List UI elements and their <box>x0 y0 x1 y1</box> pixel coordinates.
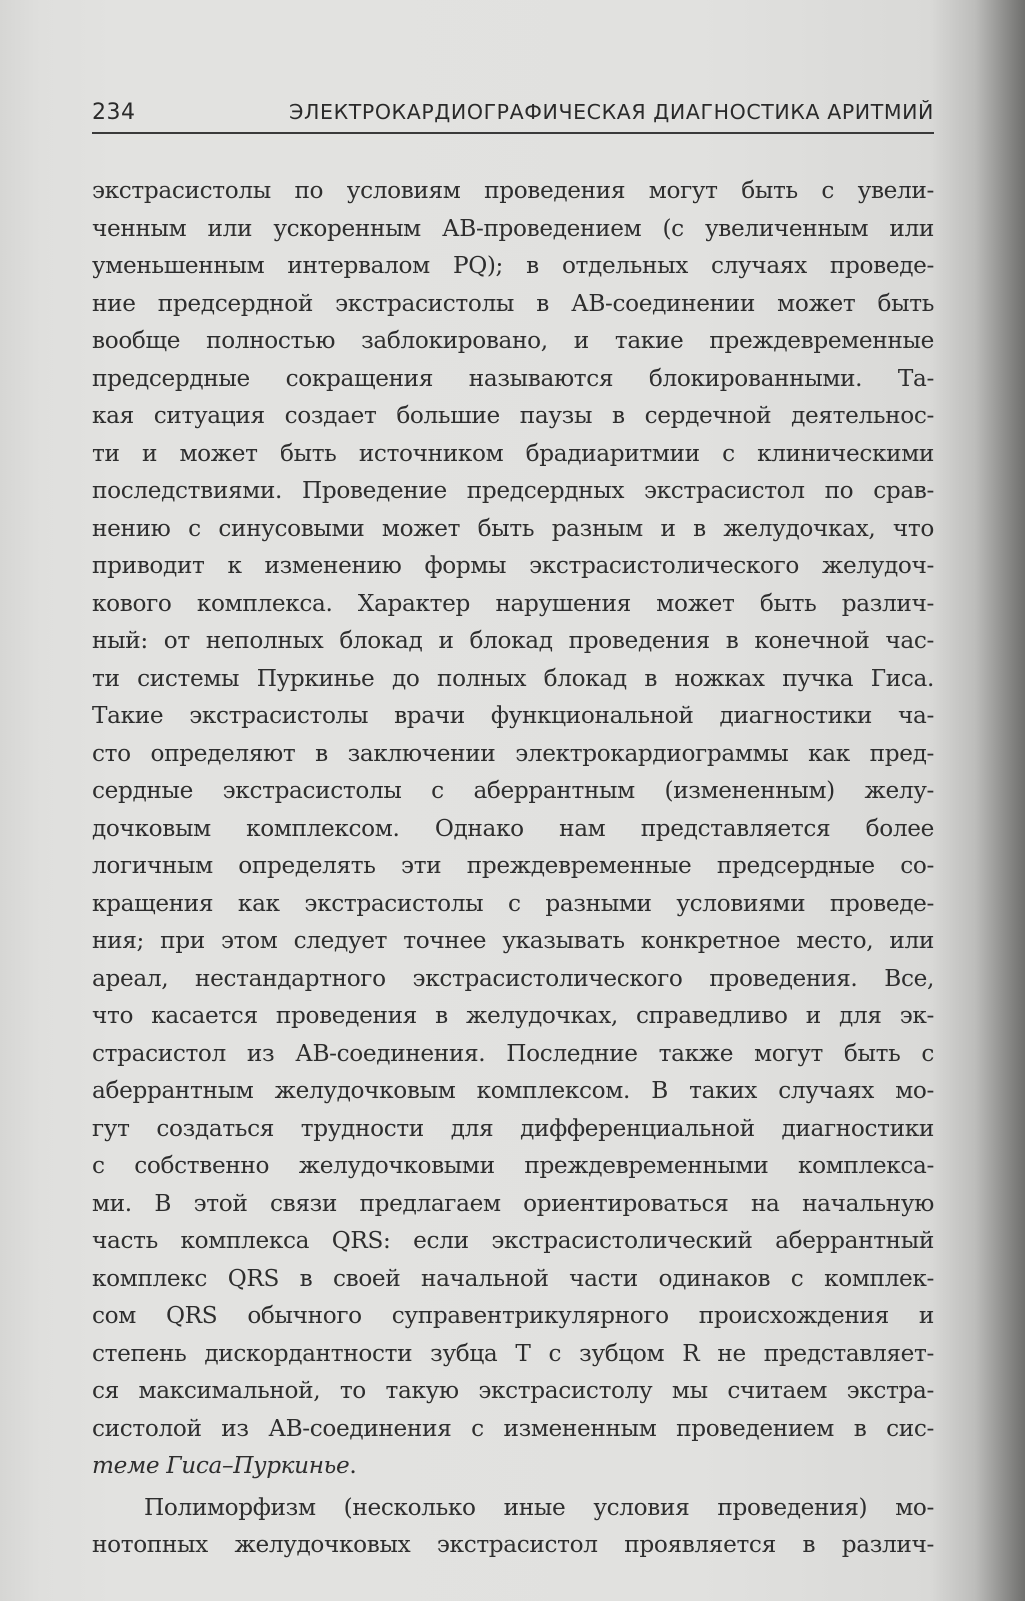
text-line: ти системы Пуркинье до полных блокад в ножках пучка Гиса. <box>92 664 934 692</box>
text-line: аберрантным желудочковым комплексом. В таких случаях мо- <box>92 1077 934 1104</box>
text-line: ный: от неполных блокад и блокад проведения в конечной час- <box>92 627 934 654</box>
text-line: что касается проведения в желудочках, справедливо и для эк- <box>92 1002 934 1029</box>
sentence-end: . <box>349 1452 357 1479</box>
text-line: логичным определять эти преждевременные предсердные со- <box>92 852 934 879</box>
text-line: гут создаться трудности для дифференциальной диагностики <box>92 1114 934 1142</box>
text-line: приводит к изменению формы экстрасистолического желудоч- <box>92 552 934 579</box>
text-line: Такие экстрасистолы врачи функциональной диагностики ча- <box>92 702 934 729</box>
text-line: ния; при этом следует точнее указывать конкретное место, или <box>92 927 934 954</box>
text-line: вообще полностью заблокировано, и такие преждевременные <box>92 327 934 354</box>
paragraph-1 <box>92 172 934 1485</box>
text-line: комплекс QRS в своей начальной части одинаков с комплек- <box>92 1264 934 1292</box>
text-line: последствиями. Проведение предсердных экстрасистол по срав- <box>92 477 934 504</box>
text-line: кращения как экстрасистолы с разными условиями проведе- <box>92 889 934 917</box>
text-line: ареал, нестандартного экстрасистолического проведения. Все, <box>92 964 934 992</box>
text-line: уменьшенным интервалом PQ); в отдельных случаях проведе- <box>92 252 934 279</box>
text-line: сто определяют в заключении электрокардиограммы как пред- <box>92 739 934 767</box>
text-line: предсердные сокращения называются блокированными. Та- <box>92 364 934 392</box>
text-line: нению с синусовыми может быть разным и в желудочках, что <box>92 514 934 542</box>
text-line: ние предсердной экстрасистолы в АВ-соединении может быть <box>92 289 934 317</box>
text-line: сом QRS обычного суправентрикулярного происхождения и <box>92 1302 934 1329</box>
running-title: ЭЛЕКТРОКАРДИОГРАФИЧЕСКАЯ ДИАГНОСТИКА АРИТМИЙ <box>289 100 934 124</box>
text-line: нотопных желудочковых экстрасистол проявляется в различ- <box>92 1531 934 1558</box>
text-line: кового комплекса. Характер нарушения может быть различ- <box>92 589 934 617</box>
text-line: ся максимальной, то такую экстрасистолу мы считаем экстра- <box>92 1377 934 1404</box>
text-line: с собственно желудочковыми преждевременными комплекса- <box>92 1152 934 1179</box>
text-line: кая ситуация создает большие паузы в сердечной деятельнос- <box>92 402 934 429</box>
italic-term: теме Гиса–Пуркинье <box>92 1452 350 1479</box>
text-line: сердные экстрасистолы с аберрантным (измененным) желу- <box>92 777 934 804</box>
text-line-last <box>92 1447 934 1485</box>
header-rule <box>92 132 934 134</box>
text-line: ти и может быть источником брадиаритмии с клиническими <box>92 439 934 467</box>
body-text <box>92 172 934 1564</box>
text-line: дочковым комплексом. Однако нам представляется более <box>92 814 934 842</box>
text-line: степень дискордантности зубца T с зубцом R не представляет- <box>92 1339 934 1367</box>
text-line: часть комплекса QRS: если экстрасистолический аберрантный <box>92 1227 934 1254</box>
text-line: Полиморфизм (несколько иные условия проведения) мо- <box>144 1493 934 1521</box>
text-line: страсистол из АВ-соединения. Последние также могут быть с <box>92 1039 934 1067</box>
text-line: систолой из АВ-соединения с измененным проведением в сис- <box>92 1414 934 1442</box>
text-line: экстрасистолы по условиям проведения могут быть с увели- <box>92 177 934 204</box>
text-line: ми. В этой связи предлагаем ориентироваться на начальную <box>92 1189 934 1217</box>
page-number: 234 <box>92 100 136 125</box>
page-header <box>92 100 934 140</box>
text-line: ченным или ускоренным АВ-проведением (с увеличенным или <box>92 214 934 242</box>
paragraph-2 <box>92 1489 934 1564</box>
